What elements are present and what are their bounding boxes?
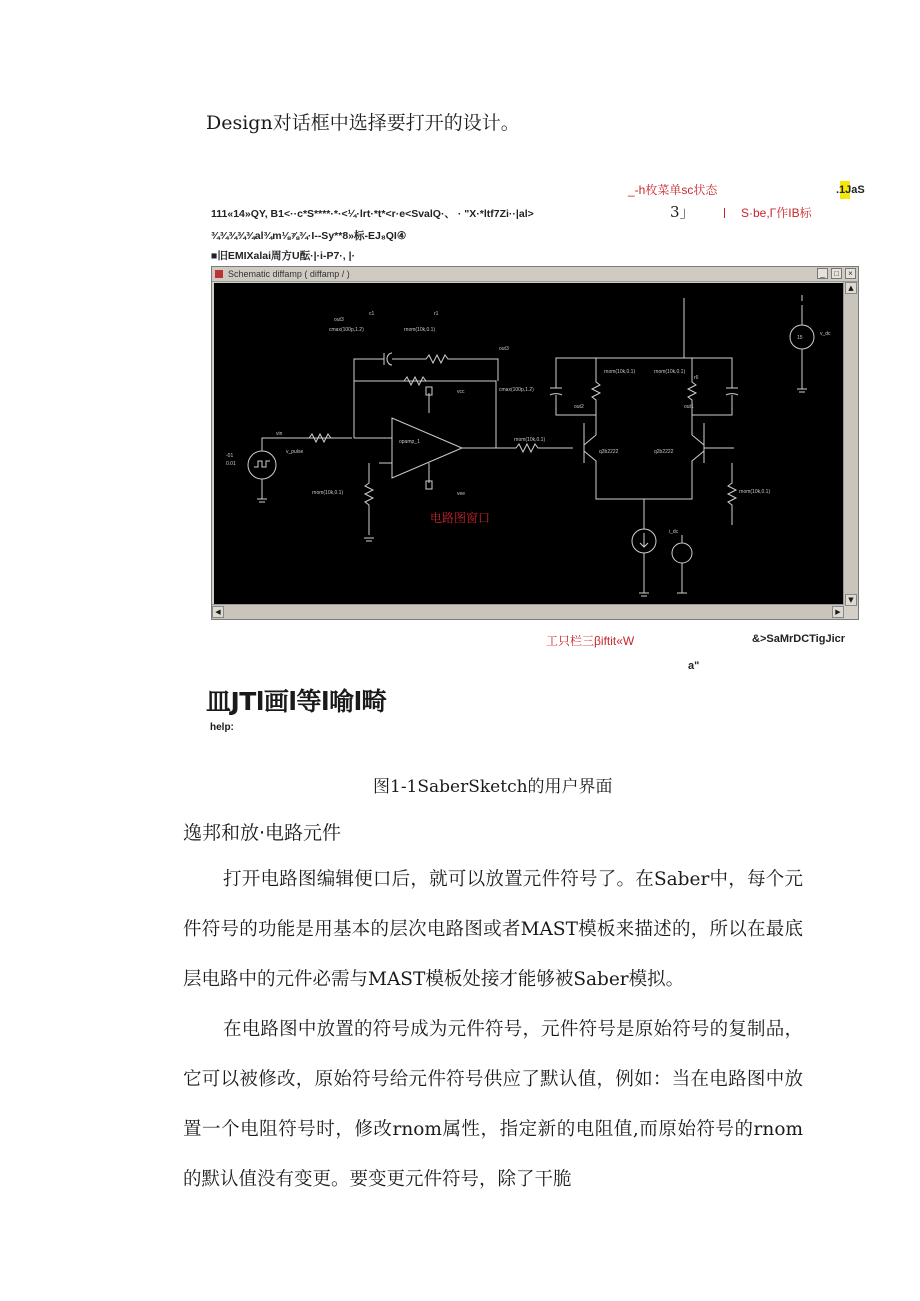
schematic-window xyxy=(211,266,859,620)
schematic-label: q2b2222 xyxy=(599,449,619,455)
scroll-left-icon[interactable]: ◀ xyxy=(212,606,224,618)
scroll-down-icon[interactable]: ▼ xyxy=(845,594,857,606)
schematic-label: vcc xyxy=(457,389,465,395)
menu-status-callout: _-h枚菜单sc状态 xyxy=(628,183,718,197)
schematic-label: rnom(10k,0.1) xyxy=(514,437,546,443)
schematic-canvas[interactable] xyxy=(214,283,844,604)
schematic-label: cmax(100p,1.2) xyxy=(499,387,534,393)
minimize-button[interactable]: _ xyxy=(817,268,828,279)
schematic-label: opamp_1 xyxy=(399,439,420,445)
maximize-button[interactable]: □ xyxy=(831,268,842,279)
intro-line: Design对话框中选择要打开的设计。 xyxy=(206,112,520,134)
schematic-label: i_dc xyxy=(669,529,679,535)
schematic-label: rnom(10k,0.1) xyxy=(604,369,636,375)
saber-right-callout: S·be,Γ作IB标 xyxy=(741,206,812,220)
menu-bar-heading: 皿JTl画l等l喻l畸 xyxy=(206,687,387,716)
schematic-label: 0.01 xyxy=(226,461,236,467)
scroll-up-icon[interactable]: ▲ xyxy=(845,282,857,294)
toolbar-callout: 工只栏三βiftit«W xyxy=(546,634,635,648)
schematic-label: out3 xyxy=(499,346,509,352)
saber-dc-callout: &>SaMrDCTigJicr xyxy=(752,633,846,645)
a-mark: a" xyxy=(688,660,700,672)
toolbar-row-1: 111«14»QY, B1<··c*S****·*·<¼·lrt·*t*<r·e<SvalQ·、 · "X·*ltf7Zi··|al> xyxy=(211,208,534,220)
schematic-label: rnom(10k,0.1) xyxy=(312,490,344,496)
help-label: help: xyxy=(210,722,234,733)
schematic-label: r6 xyxy=(694,375,699,381)
schematic-label: v_dc xyxy=(820,331,831,337)
window-title: Schematic diffamp ( diffamp / ) xyxy=(228,269,350,279)
section-title: 逸邦和放·电路元件 xyxy=(183,822,342,844)
window-titlebar xyxy=(212,267,858,282)
toolbar-row-3: ■旧EMIXalai周方U酝·|·i-P7·, |· xyxy=(211,250,356,262)
circuit-window-callout: 电路图窗口 xyxy=(430,511,491,525)
schematic-label: out3 xyxy=(334,317,344,323)
scroll-right-icon[interactable]: ▶ xyxy=(832,606,844,618)
circuit-diagram xyxy=(214,283,844,604)
top-right-label: .1JaS xyxy=(836,184,865,196)
schematic-label: vee xyxy=(457,491,466,497)
schematic-label: c1 xyxy=(369,311,375,317)
schematic-label: out2 xyxy=(574,404,584,410)
paragraph: 在电路图中放置的符号成为元件符号，元件符号是原始符号的复制品，它可以被修改，原始符号给元件符号供应了默认值，例如：当在电路图中放置一个电阻符号时，修改rnom属性，指定新的电阻值,而原始符号的rnom的默认值没有变更。要变更元件符号，除了干脆 xyxy=(183,1019,803,1190)
app-icon xyxy=(215,270,223,278)
schematic-label: rnom(10k,0.1) xyxy=(739,489,771,495)
horizontal-scrollbar[interactable] xyxy=(212,604,844,619)
schematic-label: vin xyxy=(276,431,283,437)
paragraph: 打开电路图编辑便口后，就可以放置元件符号了。在Saber中，每个元件符号的功能是用基本的层次电路图或者MAST模板来描述的，所以在最底层电路中的元件必需与MAST模板处接才能够被Saber模拟。 xyxy=(183,869,803,990)
toolbar-row-2: ¾¾¾¾¾al¾m⅛⅞¾·I--Sy**8»标-EJ₈QI④ xyxy=(211,230,407,242)
schematic-label: rnom(10k,0.1) xyxy=(404,327,436,333)
schematic-label: v_pulse xyxy=(286,449,304,455)
schematic-label: 15 xyxy=(797,335,803,341)
vertical-scrollbar[interactable] xyxy=(843,282,858,606)
close-button[interactable]: × xyxy=(845,268,856,279)
figure-caption: 图1-1SaberSketch的用户界面 xyxy=(373,777,613,797)
schematic-label: rnom(10k,0.1) xyxy=(654,369,686,375)
schematic-label: out1 xyxy=(684,404,694,410)
toolbar-row-1-number: 3」 xyxy=(670,203,695,221)
schematic-label: -01 xyxy=(226,453,234,459)
callout-tick xyxy=(724,208,725,218)
schematic-label: cmax(100p,1.2) xyxy=(329,327,364,333)
schematic-label: r1 xyxy=(434,311,439,317)
schematic-label: q2b2222 xyxy=(654,449,674,455)
